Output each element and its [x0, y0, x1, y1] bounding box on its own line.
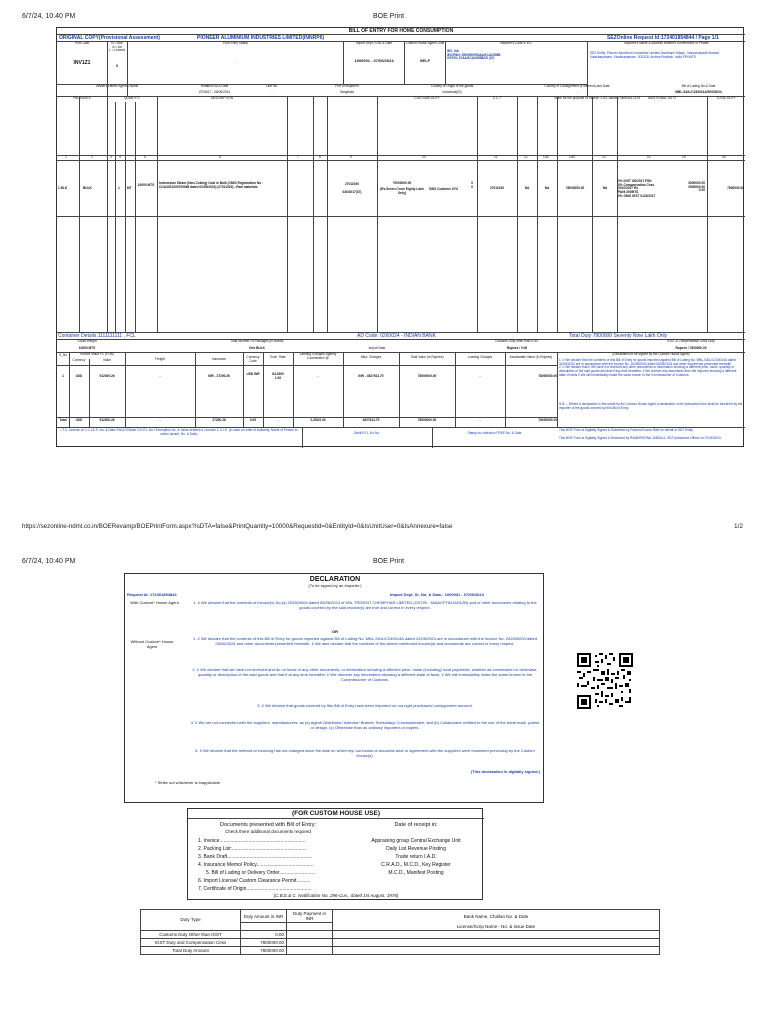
colnum-11: 11 — [494, 155, 498, 159]
decl-request-id: Request Id: 172401854844 — [127, 592, 177, 597]
igst-comp-value: Rupees / 7800000.00 — [675, 346, 707, 350]
doc-item: 7. Certificate of Origin............................................... — [198, 886, 312, 892]
inv-sub-value: Value — [103, 358, 111, 362]
item-sr: 1 — [118, 186, 120, 190]
company-name: PIONEER ALUMINIUM INDUSTRIES LIMITED(INNRP6) — [197, 35, 325, 41]
original-copy: ORIGINAL COPY(Provisional Assessment) — [59, 35, 160, 41]
prior-entry-label: Prior Entry Stamp — [222, 41, 249, 45]
item-weight: 10600 MTS — [137, 183, 155, 187]
inv-hdr-currency: Currency Code — [246, 355, 260, 363]
col-total-duty: TOTAL DUTY — [716, 96, 736, 100]
item-mrp: NA — [524, 186, 530, 190]
ad-code: AD Code: 0260024 - INDIAN BANK — [357, 333, 436, 339]
footer-license: I.T.C. License or C.C.I.& E. No. & Date/ Pat & R/Date/ D.E.E.L No./ Exemption No. & Value debited in License/ C.C.I.E. (in case of Letter of Authority, Name of Person to whom issued, No. & Date) — [60, 428, 298, 436]
colnum-14: 14 — [647, 155, 651, 159]
rotation-value: 2376617 - 06/06/2024 — [198, 90, 231, 94]
receipt-item: Trade return I.A.D. — [395, 854, 437, 860]
item-description: Indonesian Steam (Non-Coking) Coal in Bulk (CMIS Registration No : COA3021000700068 dated 02/05/2024) (27011920) - Raw materials — [159, 181, 264, 189]
duty-hdr-type: Duty Type — [141, 910, 241, 931]
vessel-label: Vessel's Name/ Agent's Name — [95, 84, 139, 88]
print-title: BOE Print — [373, 13, 405, 20]
custom-house-value: SELF — [419, 58, 431, 63]
item-na2: NA — [602, 186, 608, 190]
boe-title: BILL OF ENTRY FOR HOME CONSUMPTION — [348, 28, 454, 34]
item-unit: MT — [127, 186, 132, 190]
duty-row-amount: 7800000.00 — [241, 938, 287, 946]
footer-reviewed: This BOE Form is Digitally Signed & Reviewed by RAMKRISHNA JANGILA, SEZ Authorized Officer on 07/06/2024. — [559, 436, 722, 440]
duty-table — [140, 909, 660, 955]
colnum-2: 2 — [91, 155, 93, 159]
item-assessable: 70000000.00 — [392, 181, 412, 185]
check-docs-label: Check there additional documents required — [225, 829, 311, 834]
inv-total-freight: - — [159, 418, 161, 422]
col-description: DESCRIPTION — [211, 96, 233, 100]
page-url[interactable]: https://sezonline-ndml.co.in/BOERevamp/BOEPrintForm.aspx?IsDTA=false&PrintQuantity=10000&RequestId=0&EntityId=0&IsUnitUser=0&IsAnnexure=false — [22, 523, 453, 530]
footer-debit: Debit R.O. A/c No. — [353, 431, 381, 435]
decl-without-cha: Without Custom* House Agent — [130, 639, 174, 649]
inv-total-currency-code: 0.00 — [249, 418, 257, 422]
inv-total-currency: USD — [75, 418, 83, 422]
item-assessable-words: (Rs.Seven Crore Eighty Lakh Only) — [380, 187, 424, 195]
total-packages-label: Total Number Of Packages (in words) — [230, 339, 284, 343]
importer-code-label: Importer's Code & IEC — [500, 41, 532, 45]
decl-para-5: 5. I/ We declare that the method of invoicing has not changed since the date on which my/ our books of accounts and/ or agreement with the suppliers were examined previously by the Custom House(s). — [195, 748, 535, 758]
inv-row-sno: 1 — [62, 374, 64, 378]
col-quantity: QUANTITY — [123, 96, 141, 100]
importer-name-label: Importer's Name & Address Whether Government or Private — [624, 41, 709, 45]
customs-other-label: Customs Duty other than IGST — [495, 339, 539, 343]
colnum-16: 16 — [722, 155, 726, 159]
receipt-item: M.C.D., Manifest Posting — [388, 870, 444, 876]
inv-total-landing: 0,451/0.00 — [310, 418, 326, 422]
colnum-5: 5 — [144, 155, 146, 159]
duty-row-type: Total Duty Amount — [141, 946, 241, 954]
rotation-label: Rotation No.& Date — [200, 84, 229, 88]
notification-note: [C.B.E.& C. Notification No. 296-Cus., dated 1st August, 1976] — [273, 893, 399, 898]
inv-total-insurance: 27200.26 — [212, 418, 226, 422]
gross-weight-value: 10600 MTS — [78, 346, 96, 350]
container-details: Container Details:1111111111 , FCL — [58, 333, 136, 339]
item-packages: 1 BLK — [58, 186, 68, 190]
declaration-header: (Declaration to be signed by the Custom House Agent) — [612, 352, 690, 356]
boe-type-value: S — [115, 64, 119, 68]
colnum-1: 1 — [65, 155, 67, 159]
colnum-6: 6 — [219, 155, 221, 159]
boe-page-1 — [56, 27, 744, 447]
footer-stamp: Stamp for collection FREE No. & Date — [467, 431, 522, 435]
inv-total-total: 78000000.00 — [417, 418, 437, 422]
country-origin-label: Country of Origin of the goods — [430, 84, 474, 88]
importer-name-value: SEZ Entity: Pioneer Aluminium Industries Limited,Gandhara Village,, Narsannapeta Mandal, Visakhapatnam, Visakhapatnam - 531118, Andhra Pradesh, India PRIVATE — [590, 51, 720, 59]
decl-title: DECLARATION — [309, 576, 361, 583]
col-value-sec3: Value for the purpose of Section 3 of Customs Tariff Act 1975 — [554, 96, 640, 100]
decl-para-1: 1. I/ We declare that the contents of this Bill of Entry for goods imported against Bill of Lading No. MBL-SAIL/C240014A dated 31/05/2024 are in accordance with the invoice No. 202500004 dated 05/06/2024 and other documents presented herewith. I/ We also declare that the contents of the above mentioned invoice(s) and documents are correct in every respect. — [193, 636, 537, 646]
port-code-value: INV1Z1 — [73, 60, 91, 66]
country-consign-value: - — [576, 90, 578, 94]
bill-lading-value: MBL-SAIL/C240014A/5/05/2024 — [675, 90, 722, 94]
colnum-13: 13 — [602, 155, 606, 159]
decl-strike-note: * Strike out whichever is inapplicable. — [155, 780, 222, 785]
colnum-7: 7 — [297, 155, 299, 159]
col-cct: C.C.T — [492, 96, 502, 100]
decl-subtitle: (To be signed by an Importer.) — [308, 583, 362, 588]
colnum-12b: 12B — [569, 155, 575, 159]
doc-item: 5. Bill of Lading or Delivery Order.......................... — [206, 870, 316, 876]
line-no-value: - — [271, 90, 273, 94]
doc-item: 6. Import License/ Custom Clearance Permit.......... — [198, 878, 311, 884]
inv-row-value: 912300.26 — [99, 374, 115, 378]
inv-row-assessable: 78000000.00 — [538, 374, 557, 378]
qr-code — [577, 653, 633, 709]
item-cct: 27011920 — [489, 186, 504, 190]
docs-presented-label: Documents presented with Bill of Entry: — [220, 822, 316, 828]
item-notification: 040/2017(37) — [342, 190, 362, 194]
igst-comp-label: IGST & Compensation Cess Duty — [667, 339, 715, 343]
inv-row-currency-code: USD INR — [246, 372, 260, 376]
qr-code-image — [577, 653, 633, 709]
colnum-3: 3 — [110, 155, 112, 159]
prior-entry-value: - — [234, 60, 237, 64]
decl-import-dept: Import Dept, Sr, No, & Date,: 1000031 - 07/06/2024 — [390, 592, 484, 597]
item-value-sec3: 78000000.00 — [565, 186, 585, 190]
inv-row-currency: USD — [75, 374, 83, 378]
decl-para-2: 2. I/ We declare that we have not received and do no know of any other documents, or information showing a different price, value (including) local payments, whether as commission or otherwise, quantity or description of the said goods and that if at any time hereafter, I/ We discover any information showing a different state of facts, I/ We will immediately make the same known to the Commissioner of Customs. — [192, 667, 538, 682]
vessel-value: - — [116, 90, 118, 94]
print-title-2: BOE Print — [373, 558, 405, 565]
page-number: 1/2 — [734, 523, 744, 530]
port-shipment-label: Port of shipment — [335, 84, 359, 88]
colnum-9: 9 — [350, 155, 352, 159]
item-cd-rate: SWS Customs 10% — [429, 187, 459, 191]
decl-para-4: 4. I/ We are not connected with the suppliers, manufacturers, as (a) Agent/ Distributor/ Indentor/ Branch/ Subsidiary/ Concessionaire, and (b) Collaborator entitled to the use of the trade mark, patent or design. (c) Otherwise than as ordinary importers or buyers. — [190, 720, 540, 730]
print-datetime-2: 6/7/24, 10:40 PM — [22, 558, 76, 565]
decl-with-cha: With Custom* House Agent — [130, 600, 179, 605]
inv-total-assessable: 78000000.00 — [538, 418, 557, 422]
inv-sub-currency: Currency — [72, 358, 86, 362]
inv-hdr-loading: Loading Charges — [467, 355, 493, 359]
colnum-12a: 12A — [543, 155, 549, 159]
inv-row-total: 78000000.00 — [417, 374, 437, 378]
inv-row-freight: - — [159, 374, 161, 378]
decl-digitally-signed: (This declaration is digitally signed.) — [470, 769, 540, 774]
item-marks: BULK — [83, 186, 92, 190]
country-origin-value: Indonesia(ID) — [442, 90, 462, 94]
colnum-10: 10 — [422, 155, 426, 159]
total-packages-value: One BULK — [249, 346, 265, 350]
footer-signed: This BOE Form is Digitally Signed & Submitted by Pramod Kumar Rath on behalf of SEZ Entity — [559, 428, 693, 432]
port-code-label: Port Code — [74, 41, 90, 45]
total-duty-words: Total Duty 7800000 Seventy Nine Lakh Only — [569, 333, 668, 339]
inv-row-landing: - — [317, 374, 319, 378]
customs-other-value: Rupees / 0.00 — [506, 346, 528, 350]
duty-row-amount: 7800000.00 — [241, 946, 287, 954]
import-date-label: Import Date — [368, 346, 386, 350]
duty-hdr-payment: Duty Payment in INR — [287, 910, 333, 923]
declaration-box — [124, 573, 544, 803]
col-additional-duty: ADDITIONAL DUTY — [647, 96, 677, 100]
inv-hdr-insurance: Insurance — [212, 357, 226, 361]
declaration-text: 1. I/ We declare that the contents of this Bill of Entry for goods imported against Bill of Lading No. MBL-SAIL/C240014A dated 31/05/2024 are in accordance with the invoice No. 202500004 dated 05/06/2024 and other documents presented herewith. 2. I/ We declare that I/ We have not received any other documents or information showing a different price, value, quantity or description of the said goods and that if any time hereafter, I/ We receive any documents from the importer showing a different state of facts I/ We will immediately make the same known to the Commissioner of Customs. — [559, 358, 737, 377]
colnum-12: 12 — [524, 155, 528, 159]
gross-weight-label: Gross Weight — [77, 339, 97, 343]
inv-total-exch: - — [277, 418, 279, 422]
line-no-label: Line No. — [266, 84, 278, 88]
doc-item: 1. Invoice.............................................................. — [198, 838, 306, 844]
custom-house-label: Custom House Agent Code — [405, 41, 445, 45]
port-shipment-value: Sangihalo — [339, 90, 355, 94]
sezonline-request: SEZOnline Request Id:172401854844 / Page 1/1 — [607, 35, 719, 41]
item-total-duty: 7800000.00 — [727, 186, 744, 190]
item-heading: 27011920 — [344, 182, 359, 186]
inv-hdr-sno: S_No — [59, 353, 67, 357]
import-dept-label: Import Dept, S.No & Date — [355, 41, 393, 45]
col-packages: PACKAGES — [73, 96, 91, 100]
inv-hdr-freight: Freight — [155, 357, 165, 361]
duty-row-type: Customs Duty Other than IGST — [141, 930, 241, 938]
duty-hdr-license: License/Scrip Name - No. & Issue Date — [333, 923, 660, 931]
inv-total-misc: 4527614.70 — [362, 418, 380, 422]
duty-row-type: IGST Duty and Compensation Cess — [141, 938, 241, 946]
inv-total-loading: - — [479, 418, 481, 422]
duty-hdr-amount: Duty Amount in INR — [241, 910, 287, 923]
custom-house-use-box — [187, 808, 483, 900]
docs-list — [198, 837, 316, 893]
receipt-item: C.R.A.D., M.C.D., Key Register — [381, 862, 451, 868]
receipt-item: Daily List Revenue Posting — [386, 846, 446, 852]
doc-item: 4. Insurance Memo/ Policy......................................... — [198, 862, 314, 868]
doc-item: 3. Bank Draft............................................................. — [198, 854, 312, 860]
duty-row-amount: 0.00 — [241, 930, 287, 938]
inv-total-value: 912300.26 — [99, 418, 115, 422]
inv-row-exch: 84.2500 1.00 — [272, 372, 284, 380]
print-datetime: 6/7/24, 10:40 PM — [22, 13, 76, 20]
duty-hdr-bank: Bank Name, Challan No. & Date — [333, 910, 660, 923]
boe-type-label: B = Bse A = Ad L = Leaved — [109, 41, 125, 53]
doc-item: 2. Packing List:...................................................... — [198, 846, 307, 852]
inv-row-insurance: INR - 27200.26 — [208, 374, 230, 378]
colnum-8: 8 — [319, 155, 321, 159]
inv-total-label: Total — [59, 418, 67, 422]
ch-use-title: (FOR CUSTOM HOUSE USE) — [292, 810, 380, 817]
inv-hdr-misc: Misc. Charges — [360, 355, 382, 359]
inv-hdr-total: Total Value (In Rupees) — [410, 355, 444, 359]
receipt-list — [348, 837, 484, 877]
import-dept-value: 1000031 - 07/06/2024 — [354, 58, 394, 63]
inv-row-misc: INR - 4527614.70 — [358, 374, 384, 378]
item-amt-na: NA — [544, 186, 550, 190]
date-receipt-label: Date of receipt in: — [394, 822, 438, 828]
colnum-15: 15 — [682, 155, 686, 159]
decl-para-with: 1. I/ We declare that the contents of invoice(s) No.(s) 202500004 dated 05/06/2024 of M/s. TRIDENT CHEMPHAR LIMITED (GSTIN : 36AACFT6416H1ZB) and of other documents relating to the goods covered by the said invoice(s) are true and correct in every respect. — [193, 600, 537, 610]
item-additional-amount: 3900000.00 3900000.00 0.00 — [688, 181, 705, 193]
decl-para-3: 3. I/ We declare that goods covered by this Bill of Entry have been imported on out-right purchases/ consignment account. — [257, 703, 473, 708]
inv-hdr-landing: Landing Charges/ Agency Commission @ — [299, 352, 337, 360]
inv-hdr-assessable: Assessable Value (In Rupees) — [509, 355, 553, 359]
inv-hdr-value: Invoice Value FC (FOB) — [80, 352, 114, 356]
bill-lading-label: Bill of Lading No.& Date — [681, 84, 716, 88]
item-additional-duty: 0% IGST 0/0/2017 FSN 0% Compensation Cess 0010/2017 Rs PANI 200MTS 0% GMG IGST 0123/2017 — [618, 179, 656, 198]
receipt-item: Appraising group Central Exchange Unit — [371, 838, 461, 844]
importer-code-value: IEC: NA IEC/PAN: 0590000903AAGCA2208B GSTIN: 37AAGCA2208B2ZI (37) — [447, 49, 501, 61]
declaration-nb: N.B. :- Where a declaration in this made by the Custom House Agent a declaration in the prescribed form shall be furnished by the importer of the goods covered by this Bill of Entry. — [559, 402, 743, 410]
inv-row-loading: - — [479, 374, 481, 378]
country-consign-label: Country of Consignment (if different) and Date — [544, 84, 610, 88]
item-cd-amount: 0 0 — [471, 181, 473, 189]
colnum-4: 4 — [119, 155, 121, 159]
inv-hdr-exch: Exch. Rate — [270, 355, 286, 359]
col-customs-duty: CUSTOMS DUTY — [414, 96, 440, 100]
decl-or: OR — [332, 629, 338, 634]
